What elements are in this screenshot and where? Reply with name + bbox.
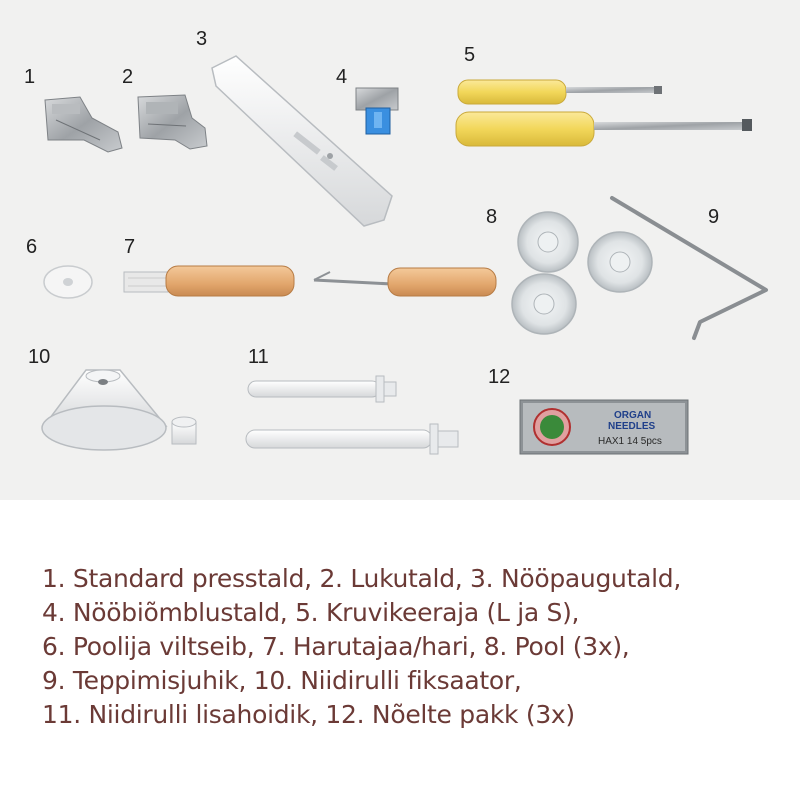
label-2: 2: [122, 66, 134, 88]
spool-pin-long: [246, 424, 458, 454]
label-10: 10: [28, 346, 51, 368]
bobbin-2: [588, 232, 652, 292]
seam-ripper: [314, 268, 496, 296]
spool-felt: [44, 266, 92, 298]
caption-line-2: 4. Nööbiõmblustald, 5. Kruvikeeraja (L ja S),: [42, 598, 580, 627]
spool-cap-small: [172, 417, 196, 444]
label-11: 11: [248, 346, 269, 368]
needle-pack-brand-2: NEEDLES: [608, 421, 656, 432]
button-sewing-foot: [356, 88, 398, 134]
spool-cap: [42, 370, 166, 450]
caption-line-5: 11. Niidirulli lisahoidik, 12. Nõelte pakk (3x): [42, 700, 575, 729]
caption-line-3: 6. Poolija viltseib, 7. Harutajaa/hari, 8. Pool (3x),: [42, 632, 630, 661]
needle-pack: [520, 400, 688, 454]
label-6: 6: [26, 236, 38, 258]
label-8: 8: [486, 206, 498, 228]
needle-pack-brand-1: ORGAN: [614, 410, 652, 421]
bobbin-3: [512, 274, 576, 334]
label-3: 3: [196, 28, 208, 50]
label-4: 4: [336, 66, 348, 88]
label-5: 5: [464, 44, 476, 66]
label-7: 7: [124, 236, 136, 258]
label-9: 9: [708, 206, 720, 228]
bobbin-1: [518, 212, 578, 272]
brush-tool: [124, 266, 294, 296]
buttonhole-foot: [212, 56, 392, 226]
standard-presser-foot: [45, 97, 122, 152]
label-12: 12: [488, 366, 511, 388]
label-1: 1: [24, 66, 36, 88]
accessories-caption: [42, 562, 782, 732]
screwdriver-large: [456, 112, 752, 146]
screwdriver-small: [458, 80, 662, 104]
caption-line-4: 9. Teppimisjuhik, 10. Niidirulli fiksaator,: [42, 666, 522, 695]
caption-line-1: 1. Standard presstald, 2. Lukutald, 3. Nööpaugutald,: [42, 564, 681, 593]
zipper-foot: [138, 95, 207, 149]
needle-pack-spec: HAX1 14 5pcs: [598, 436, 662, 447]
spool-pin-short: [248, 376, 396, 402]
